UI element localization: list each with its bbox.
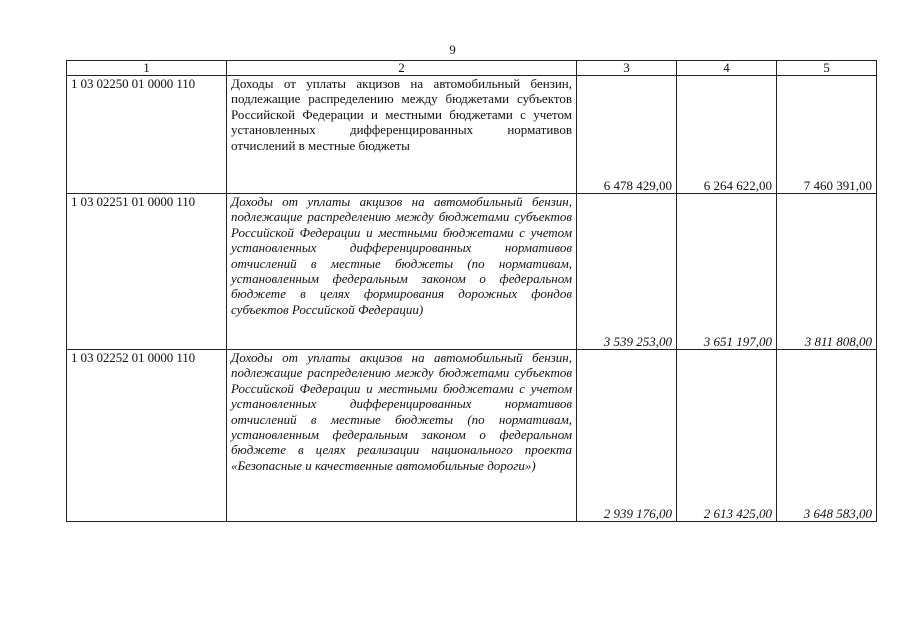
budget-table <box>66 60 877 522</box>
amount-col5-cell: 3 648 583,00 <box>777 350 877 522</box>
budget-code-cell: 1 03 02251 01 0000 110 <box>67 194 227 350</box>
amount-col4-cell: 2 613 425,00 <box>677 350 777 522</box>
description-cell: Доходы от уплаты акцизов на автомобильный бензин, подлежащие распределению между бюджетами субъектов Российской Федерации и местными бюджетами с учетом установленных дифференцированных нормативов отчислений в местные бюджеты <box>227 76 577 194</box>
amount-col3-cell: 2 939 176,00 <box>577 350 677 522</box>
description-cell: Доходы от уплаты акцизов на автомобильный бензин, подлежащие распределению между бюджетами субъектов Российской Федерации и местными бюджетами с учетом установленных дифференцированных нормативов отчислений в местные бюджеты (по нормативам, установленным федеральным законом о федеральном бюджете в целях реализации национального проекта «Безопасные и качественные автомобильные дороги») <box>227 350 577 522</box>
column-header-4: 4 <box>677 61 777 76</box>
amount-col4-cell: 3 651 197,00 <box>677 194 777 350</box>
amount-col5-cell: 7 460 391,00 <box>777 76 877 194</box>
column-header-5: 5 <box>777 61 877 76</box>
budget-code-cell: 1 03 02252 01 0000 110 <box>67 350 227 522</box>
amount-col5-cell: 3 811 808,00 <box>777 194 877 350</box>
column-header-3: 3 <box>577 61 677 76</box>
amount-col4-cell: 6 264 622,00 <box>677 76 777 194</box>
description-cell: Доходы от уплаты акцизов на автомобильный бензин, подлежащие распределению между бюджетами субъектов Российской Федерации и местными бюджетами с учетом установленных дифференцированных нормативов отчислений в местные бюджеты (по нормативам, установленным федеральным законом о федеральном бюджете в целях формирования дорожных фондов субъектов Российской Федерации) <box>227 194 577 350</box>
column-header-2: 2 <box>227 61 577 76</box>
amount-col3-cell: 3 539 253,00 <box>577 194 677 350</box>
column-header-1: 1 <box>67 61 227 76</box>
amount-col3-cell: 6 478 429,00 <box>577 76 677 194</box>
table-row <box>67 350 877 522</box>
budget-code-cell: 1 03 02250 01 0000 110 <box>67 76 227 194</box>
table-header-row <box>67 61 877 76</box>
table-row <box>67 194 877 350</box>
page-number: 9 <box>449 42 456 57</box>
table-row <box>67 76 877 194</box>
